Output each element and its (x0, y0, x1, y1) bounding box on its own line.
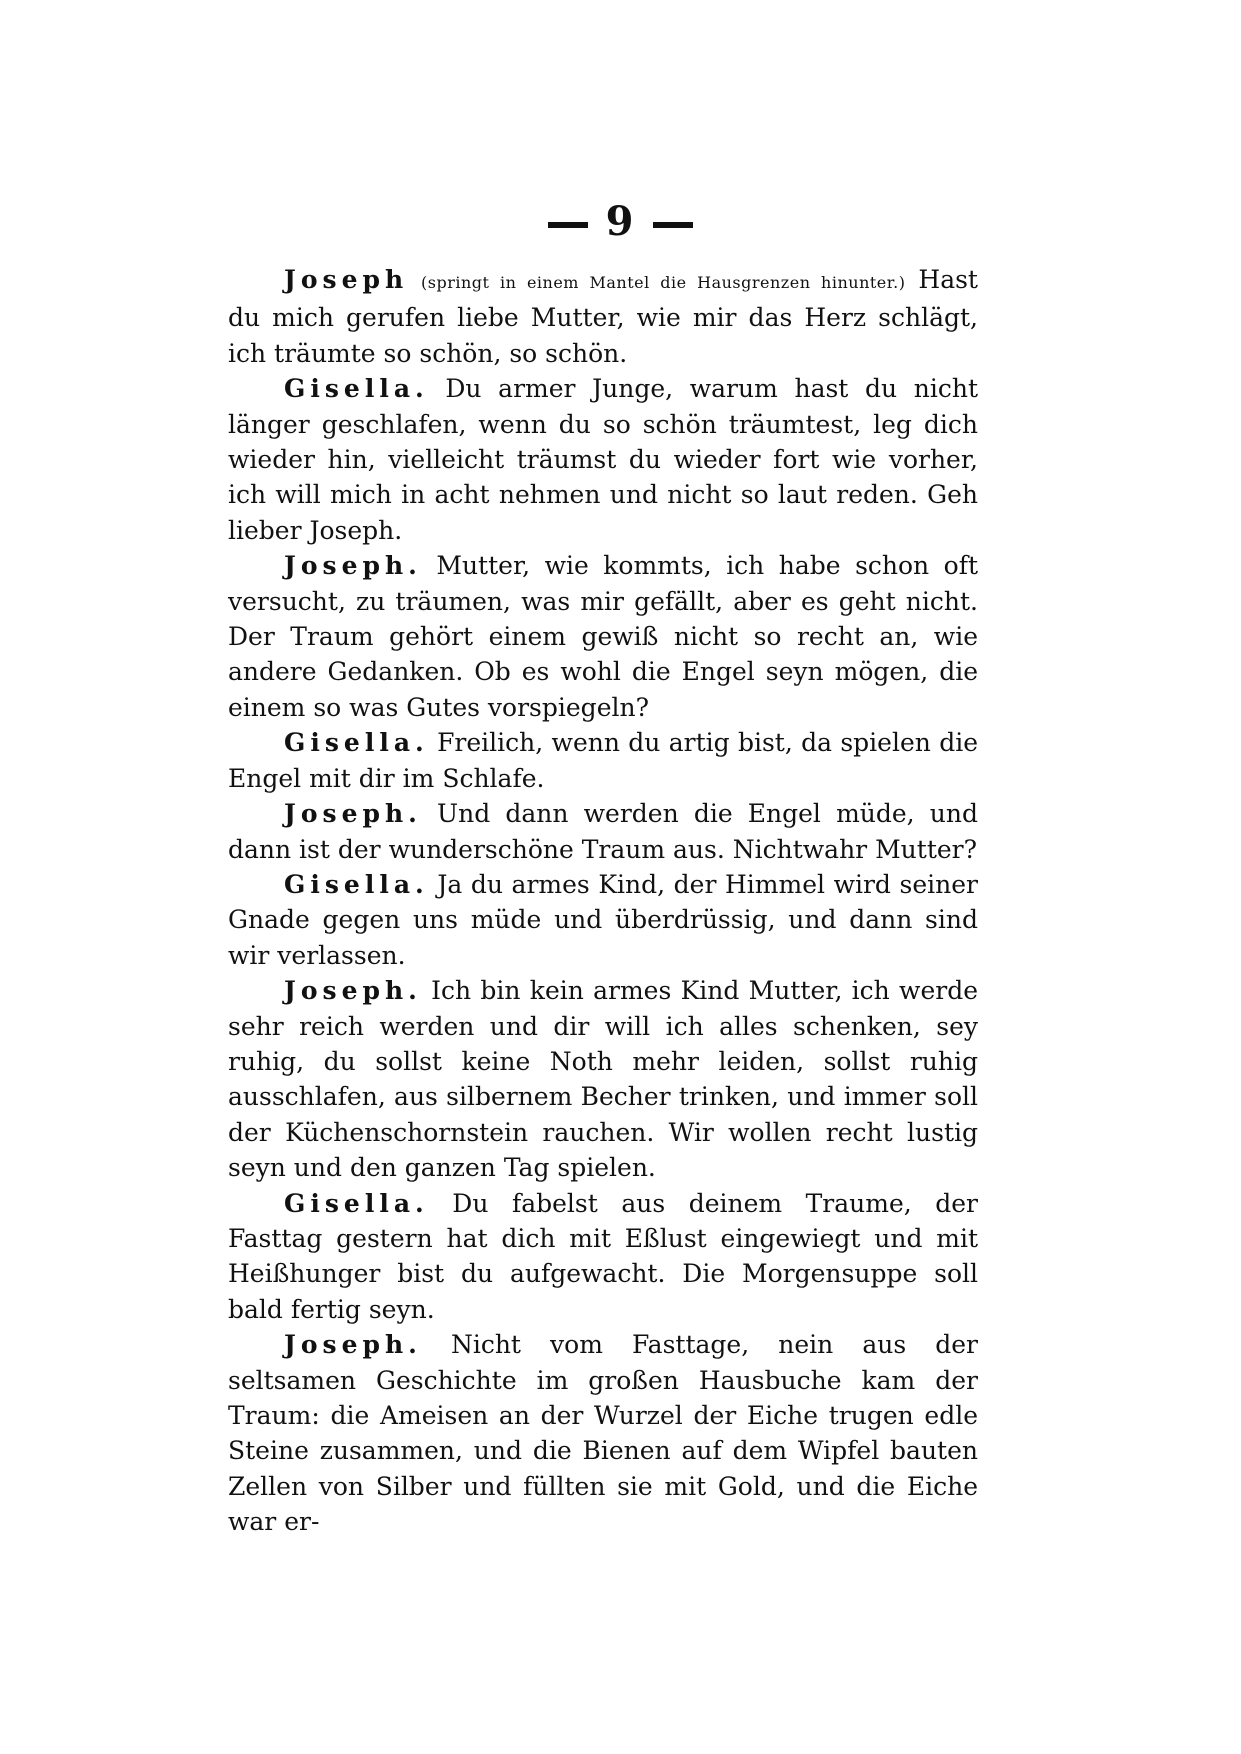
speaker-name: Gisella. (284, 869, 429, 899)
paragraph-2 (228, 371, 978, 548)
dialogue-line: Du armer Junge, warum hast du nicht länger geschlafen, wenn du so schön träumtest, leg dich wieder hin, vielleicht träumst du wieder fort wie vorher, ich will mich in acht nehmen und nicht so laut reden. Geh lieber Joseph. (228, 374, 978, 545)
paragraph-8 (228, 1186, 978, 1328)
speaker-name: Gisella. (284, 374, 429, 404)
page-header (0, 198, 1241, 246)
dialogue-line: Und dann werden die Engel müde, und dann ist der wunderschöne Traum aus. Nichtwahr Mutter? (228, 799, 978, 864)
dialogue-line: Du fabelst aus deinem Traume, der Fasttag gestern hat dich mit Eßlust eingewiegt und mit Heißhunger bist du aufgewacht. Die Morgensuppe soll bald fertig seyn. (228, 1188, 978, 1324)
dialogue-line: Ja du armes Kind, der Himmel wird seiner Gnade gegen uns müde und überdrüssig, und dann sind wir verlassen. (228, 869, 978, 970)
paragraph-1 (228, 262, 978, 371)
dialogue-line: Nicht vom Fasttage, nein aus der seltsamen Geschichte im großen Hausbuche kam der Traum: die Ameisen an der Wurzel der Eiche trugen edle Steine zusammen, und die Bienen auf dem Wipfel bauten Zellen von Silber und füllten sie mit Gold, und die Eiche war er- (228, 1330, 978, 1537)
speaker-name: Joseph (284, 265, 409, 294)
speaker-name: Joseph. (284, 1330, 422, 1360)
speaker-name: Gisella. (284, 1188, 429, 1218)
header-rule-right (653, 222, 693, 228)
stage-direction: (springt in einem Mantel die Hausgrenzen hinunter.) (421, 273, 906, 292)
page-number: 9 (605, 198, 636, 245)
speaker-name: Joseph. (284, 799, 422, 829)
dialogue-line: Mutter, wie kommts, ich habe schon oft versucht, zu träumen, was mir gefällt, aber es geht nicht. Der Traum gehört einem gewiß nicht so recht an, wie andere Gedanken. Ob es wohl die Engel seyn mögen, die einem so was Gutes vorspiegeln? (228, 551, 978, 722)
paragraph-3 (228, 548, 978, 725)
paragraph-4 (228, 725, 978, 796)
dialogue-text (228, 262, 978, 1540)
speaker-name: Joseph. (284, 551, 422, 581)
speaker-name: Gisella. (284, 728, 429, 758)
dialogue-line: Ich bin kein armes Kind Mutter, ich werde sehr reich werden und dir will ich alles schenken, sey ruhig, du sollst keine Noth mehr leiden, sollst ruhig ausschlafen, aus silbernem Becher trinken, und immer soll der Küchenschornstein rauchen. Wir wollen recht lustig seyn und den ganzen Tag spielen. (228, 976, 978, 1183)
dialogue-line: Hast du mich gerufen liebe Mutter, wie mir das Herz schlägt, ich träumte so schön, so schön. (228, 265, 978, 368)
paragraph-6 (228, 867, 978, 973)
paragraph-9 (228, 1327, 978, 1539)
speaker-name: Joseph. (284, 976, 422, 1006)
header-rule-left (548, 222, 588, 228)
dialogue-line: Freilich, wenn du artig bist, da spielen die Engel mit dir im Schlafe. (228, 728, 978, 793)
paragraph-5 (228, 796, 978, 867)
paragraph-7 (228, 973, 978, 1185)
